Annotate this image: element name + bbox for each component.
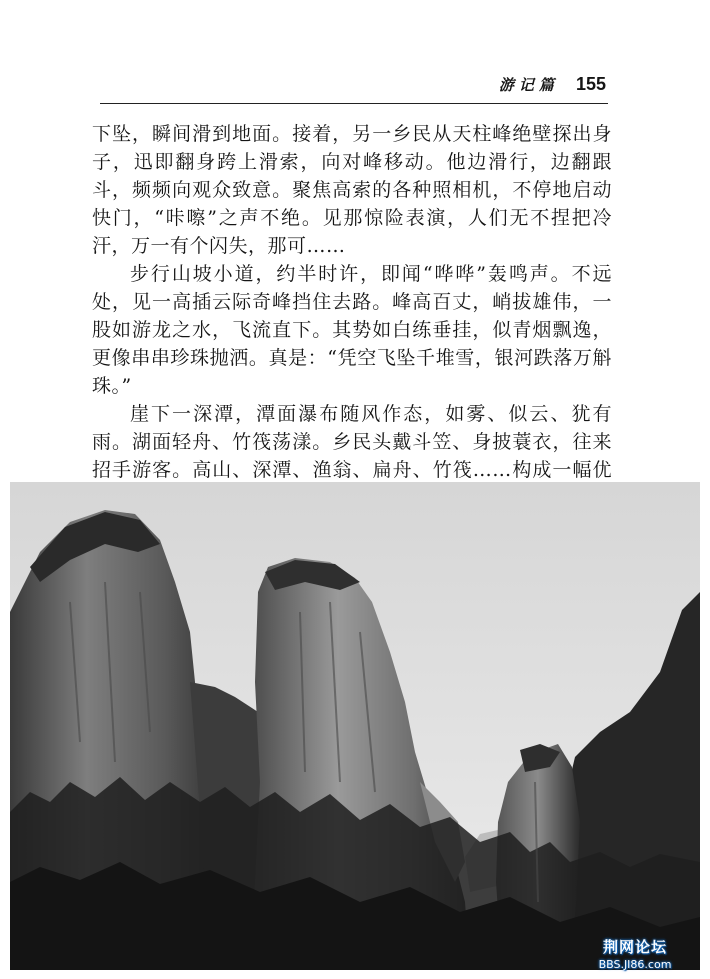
paragraph-1: 下坠，瞬间滑到地面。接着，另一乡民从天柱峰绝壁探出身子，迅即翻身跨上滑索，向对峰移动。他边滑行，边翻跟斗，频频向观众致意。聚焦高索的各种照相机，不停地启动快门，“咔嚓”之声不绝。见那惊险表演，人们无不捏把冷汗，万一有个闪失，那可…… bbox=[92, 123, 612, 257]
watermark-title: 荆网论坛 bbox=[602, 938, 667, 956]
page-header bbox=[0, 74, 606, 100]
page-number: 155 bbox=[575, 74, 606, 94]
paragraph-2: 步行山坡小道，约半时许，即闻“哗哗”轰鸣声。不远处，见一高插云际奇峰挡住去路。峰高百丈，峭拔雄伟，一股如游龙之水，飞流直下。其势如白练垂挂，似青烟飘逸，更像串串珍珠抛洒。真是：“凭空飞坠千堆雪，银河跌落万斛珠。” bbox=[92, 263, 612, 397]
watermark-url: BBS.JI86.com bbox=[598, 958, 672, 971]
body-text bbox=[92, 120, 612, 512]
watermark bbox=[580, 936, 690, 971]
section-title: 游记篇 bbox=[498, 76, 559, 94]
mountain-photo bbox=[10, 482, 700, 970]
header-rule bbox=[100, 103, 608, 104]
mountain-photo-illustration bbox=[10, 482, 700, 970]
paragraph-3: 崖下一深潭，潭面瀑布随风作态，如雾、似云、犹有雨。湖面轻舟、竹筏荡漾。乡民头戴斗笠、身披蓑衣，往来招手游客。高山、深潭、渔翁、扁舟、竹筏……构成一幅优 bbox=[92, 403, 612, 481]
